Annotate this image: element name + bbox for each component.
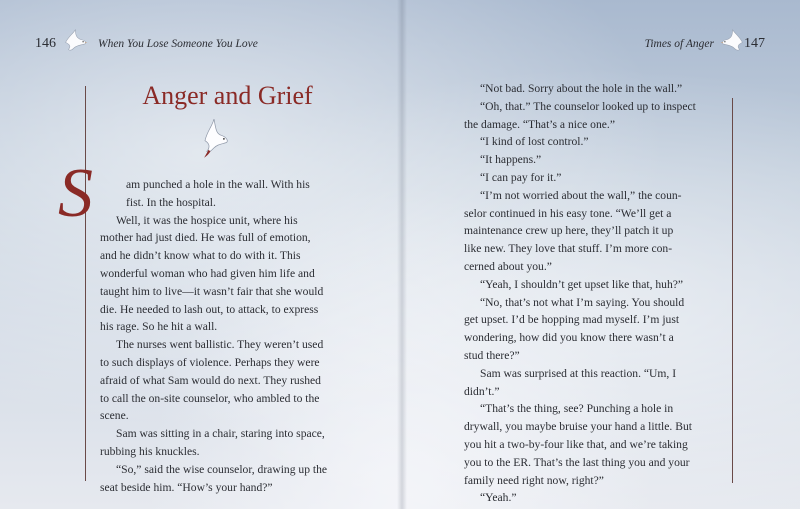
text-line: scene.: [100, 409, 129, 423]
text-line: the damage. “That’s a nice one.”: [464, 117, 615, 131]
text-line: Sam was sitting in a chair, staring into space,: [116, 427, 325, 441]
text-line: The nurses went ballistic. They weren’t used: [116, 338, 324, 352]
text-line: Sam was surprised at this reaction. “Um, I: [480, 366, 677, 380]
text-line: you hit a two-by-four like that, and we’re taking: [464, 437, 688, 451]
text-line: “I kind of lost control.”: [480, 135, 589, 149]
left-body-text: [100, 176, 355, 496]
text-line: “No, that’s not what I’m saying. You should: [480, 295, 685, 309]
text-line: “Yeah, I shouldn’t get upset like that, huh?”: [480, 277, 684, 291]
text-line: selor continued in his easy tone. “We’ll get a: [464, 206, 672, 220]
text-line: mother had just died. He was full of emotion,: [100, 231, 311, 245]
text-line: didn’t.”: [464, 384, 500, 398]
text-line: wonderful woman who had given him life and: [100, 266, 315, 280]
text-line: cerned about you.”: [464, 259, 552, 273]
text-line: Well, it was the hospice unit, where his: [116, 213, 298, 227]
left-page-number: 146: [35, 36, 56, 51]
text-line: drywall, you maybe bruise your hand a little. But: [464, 420, 692, 434]
text-line: “I can pay for it.”: [480, 170, 562, 184]
text-line: family need right now, right?”: [464, 473, 604, 487]
text-line: “So,” said the wise counselor, drawing up the: [116, 462, 328, 476]
right-page-number: 147: [744, 36, 765, 51]
text-line: “Yeah.”: [480, 491, 517, 505]
text-line: you to the ER. That’s the last thing you and your: [464, 455, 690, 469]
chapter-title: Anger and Grief: [142, 81, 313, 110]
text-line: “Not bad. Sorry about the hole in the wall.”: [480, 82, 683, 95]
text-line: fist. In the hospital.: [126, 195, 216, 209]
dove-icon: [196, 117, 232, 159]
right-running-head: Times of Anger: [644, 38, 714, 50]
text-line: afraid of what Sam would do next. They rushed: [100, 373, 321, 387]
text-line: like new. They love that stuff. I’m more con-: [464, 242, 673, 256]
text-line: am punched a hole in the wall. With his: [126, 178, 310, 191]
text-line: stud there?”: [464, 348, 520, 362]
text-line: get upset. I’d be hopping mad myself. I’m just: [464, 313, 680, 327]
left-page: [0, 0, 397, 509]
right-page: [407, 0, 800, 509]
text-line: “It happens.”: [480, 153, 542, 167]
right-margin-rule: [732, 98, 733, 483]
right-body-text: [464, 80, 722, 507]
text-line: “I’m not worried about the wall,” the coun-: [480, 188, 682, 202]
text-line: wondering, how did you know there wasn’t a: [464, 331, 674, 345]
text-line: “That’s the thing, see? Punching a hole in: [480, 402, 674, 416]
left-margin-rule: [85, 86, 86, 481]
dove-icon: [60, 26, 88, 56]
text-line: “Oh, that.” The counselor looked up to inspect: [480, 99, 696, 113]
text-line: taught him to live—it wasn’t fair that she would: [100, 284, 324, 298]
text-line: to such displays of violence. Perhaps they were: [100, 355, 320, 369]
left-running-head: When You Lose Someone You Love: [98, 38, 258, 50]
text-line: to call the on-site counselor, who ambled to the: [100, 391, 320, 405]
text-line: seat beside him. “How’s your hand?”: [100, 480, 273, 494]
text-line: rubbing his knuckles.: [100, 444, 200, 458]
text-line: maintenance crew up here, they’ll patch it up: [464, 224, 674, 238]
text-line: and he didn’t know what to do with it. This: [100, 249, 301, 263]
drop-cap: S: [58, 155, 93, 232]
book-gutter: [397, 0, 407, 509]
text-line: die. He needed to lash out, to attack, to express: [100, 302, 319, 316]
text-line: his rage. So he hit a wall.: [100, 320, 218, 334]
